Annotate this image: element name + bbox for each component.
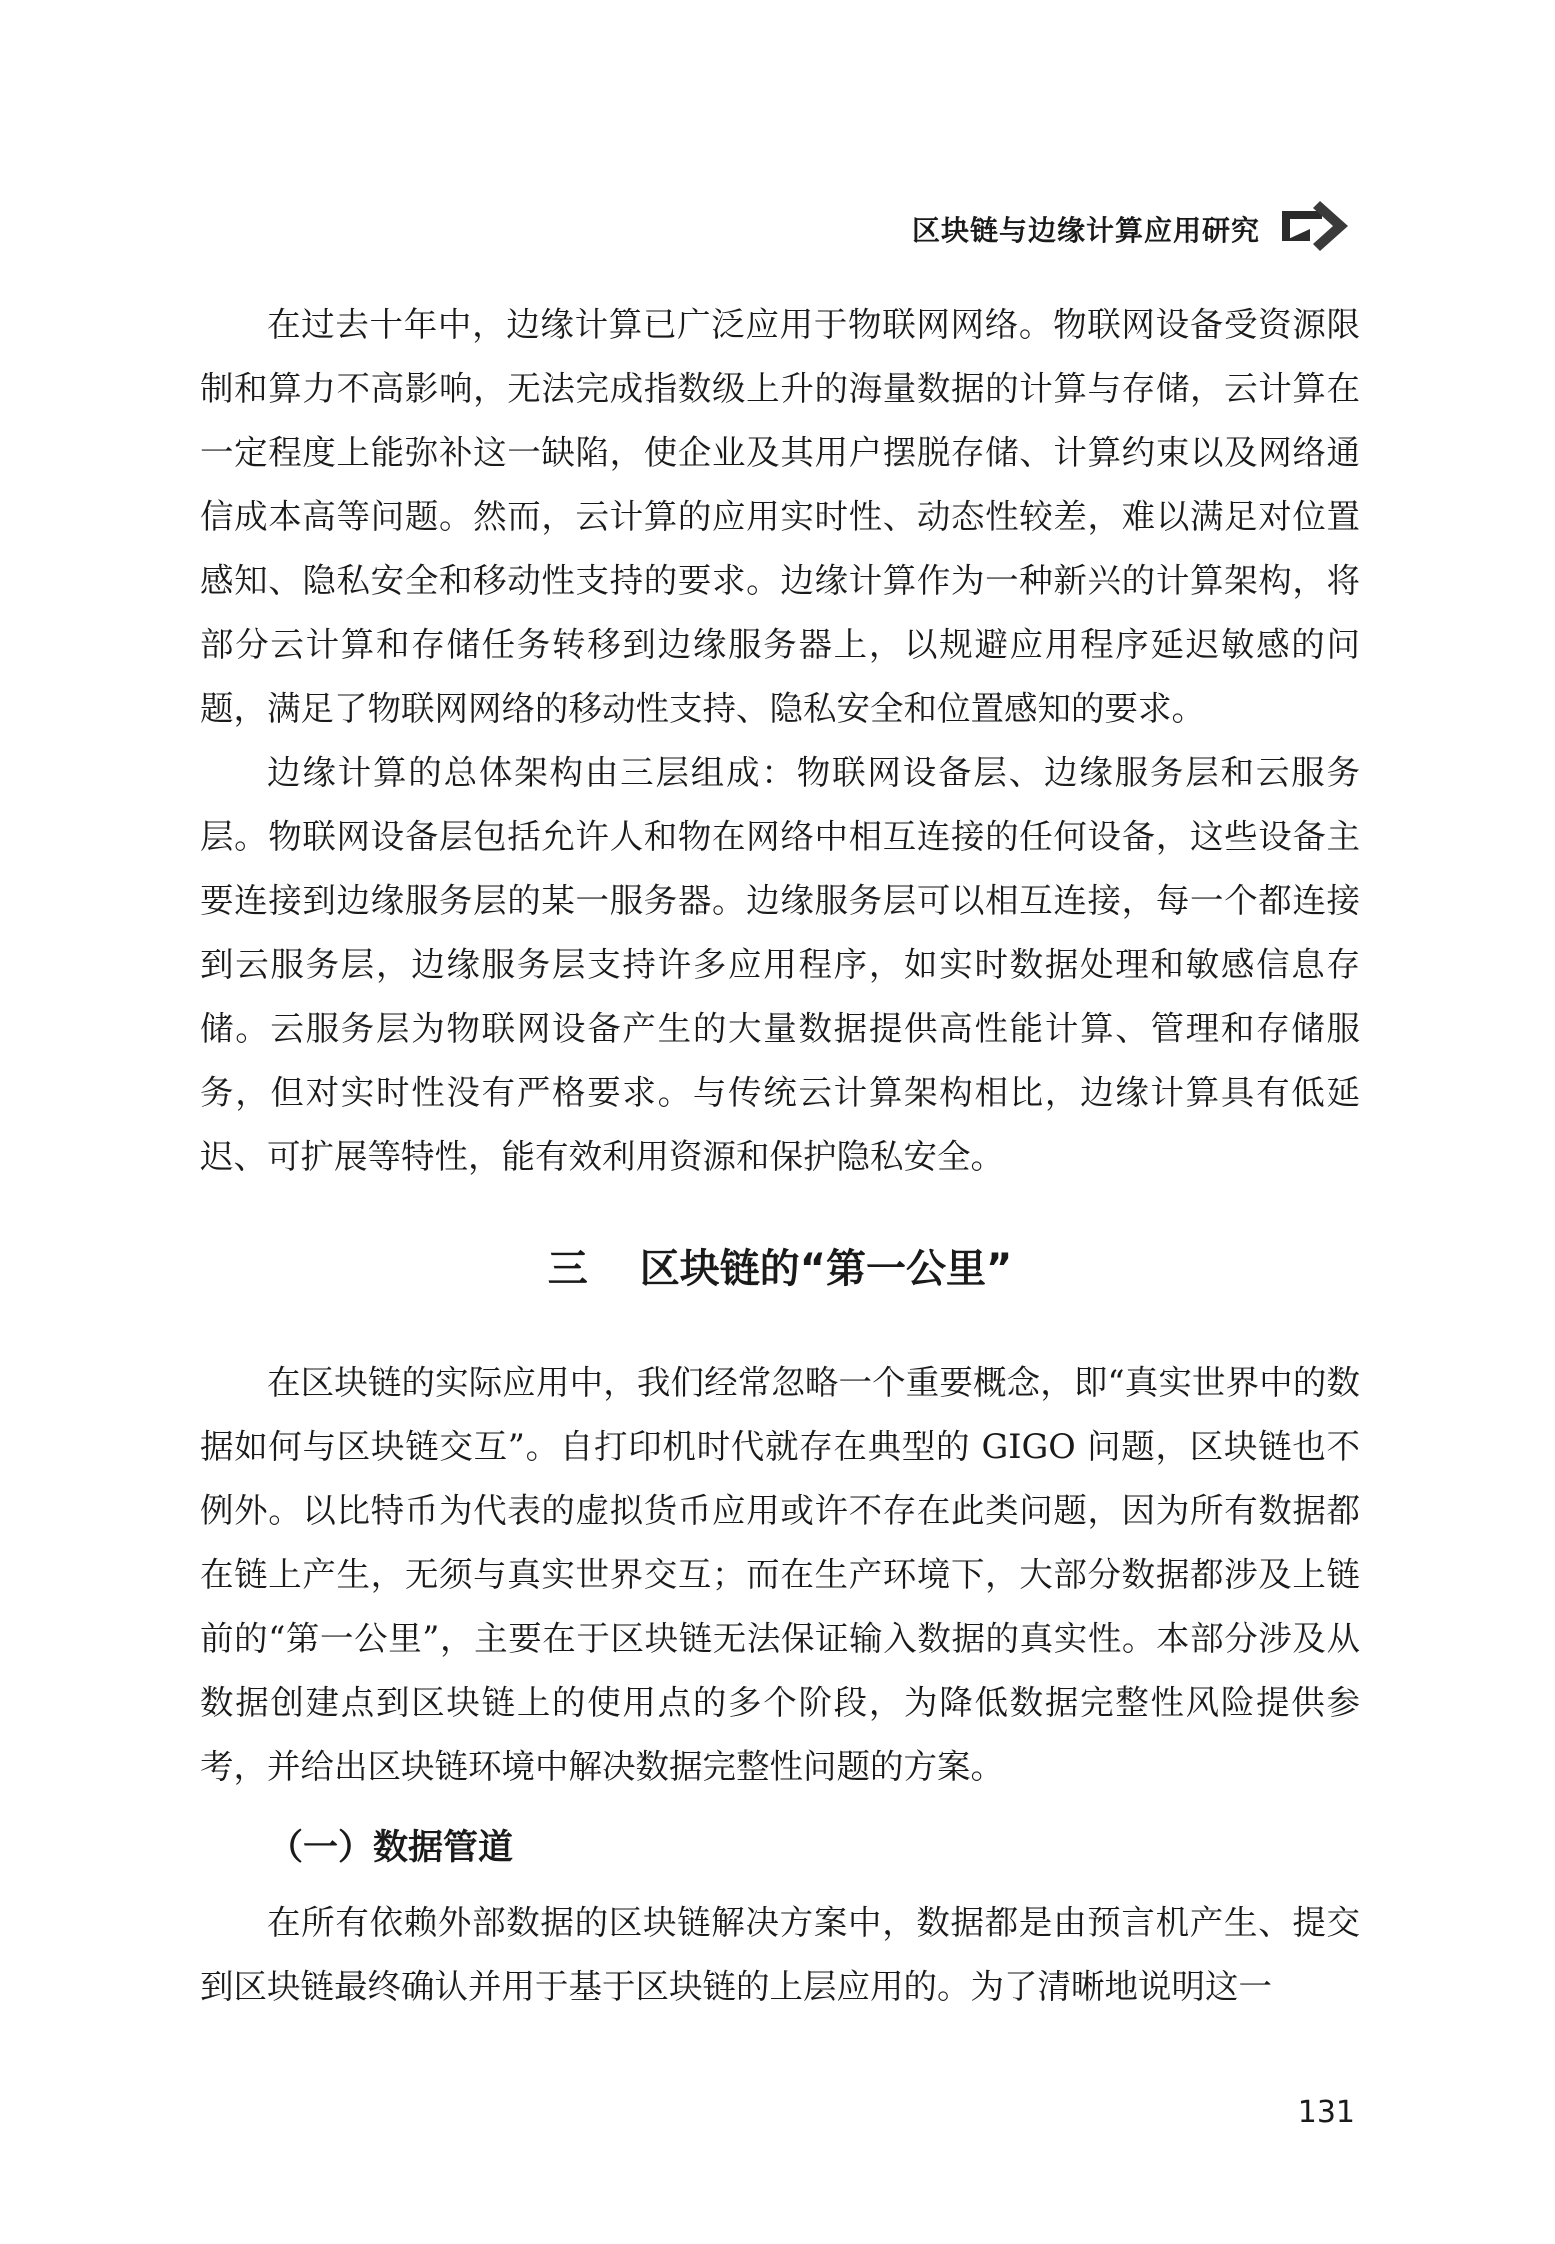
- subsection-heading: （一）数据管道: [268, 1828, 514, 1868]
- section-heading: [200, 1209, 1360, 1329]
- page-number: 131: [1297, 2095, 1355, 2130]
- section-title: 区块链的“第一公里”: [639, 1246, 1013, 1292]
- running-header-title: 区块链与边缘计算应用研究: [911, 214, 1260, 247]
- body-paragraph: 在区块链的实际应用中，我们经常忽略一个重要概念，即“真实世界中的数据如何与区块链交互”。自打印机时代就存在典型的 GIGO 问题，区块链也不例外。以比特币为代表的虚拟货币应用或许不存在此类问题，因为所有数据都在链上产生，无须与真实世界交互；而在生产环境下，大部分数据都涉及上链前的“第一公里”，主要在于区块链无法保证输入数据的真实性。本部分涉及从数据创建点到区块链上的使用点的多个阶段，为降低数据完整性风险提供参考，并给出区块链环境中解决数据完整性问题的方案。: [200, 1363, 1360, 1786]
- section-number: 三: [547, 1246, 588, 1292]
- chapter-arrow-icon: [1280, 197, 1350, 255]
- body-paragraph: 在过去十年中，边缘计算已广泛应用于物联网网络。物联网设备受资源限制和算力不高影响，无法完成指数级上升的海量数据的计算与存储，云计算在一定程度上能弥补这一缺陷，使企业及其用户摆脱存储、计算约束以及网络通信成本高等问题。然而，云计算的应用实时性、动态性较差，难以满足对位置感知、隐私安全和移动性支持的要求。边缘计算作为一种新兴的计算架构，将部分云计算和存储任务转移到边缘服务器上，以规避应用程序延迟敏感的问题，满足了物联网网络的移动性支持、隐私安全和位置感知的要求。: [200, 305, 1360, 728]
- body-paragraph: 边缘计算的总体架构由三层组成：物联网设备层、边缘服务层和云服务层。物联网设备层包括允许人和物在网络中相互连接的任何设备，这些设备主要连接到边缘服务层的某一服务器。边缘服务层可以相互连接，每一个都连接到云服务层，边缘服务层支持许多应用程序，如实时数据处理和敏感信息存储。云服务层为物联网设备产生的大量数据提供高性能计算、管理和存储服务，但对实时性没有严格要求。与传统云计算架构相比，边缘计算具有低延迟、可扩展等特性，能有效利用资源和保护隐私安全。: [200, 753, 1360, 1176]
- body-paragraph: 在所有依赖外部数据的区块链解决方案中，数据都是由预言机产生、提交到区块链最终确认并用于基于区块链的上层应用的。为了清晰地说明这一: [200, 1903, 1360, 2006]
- page-body: [200, 293, 1360, 2019]
- running-header: [200, 205, 1350, 255]
